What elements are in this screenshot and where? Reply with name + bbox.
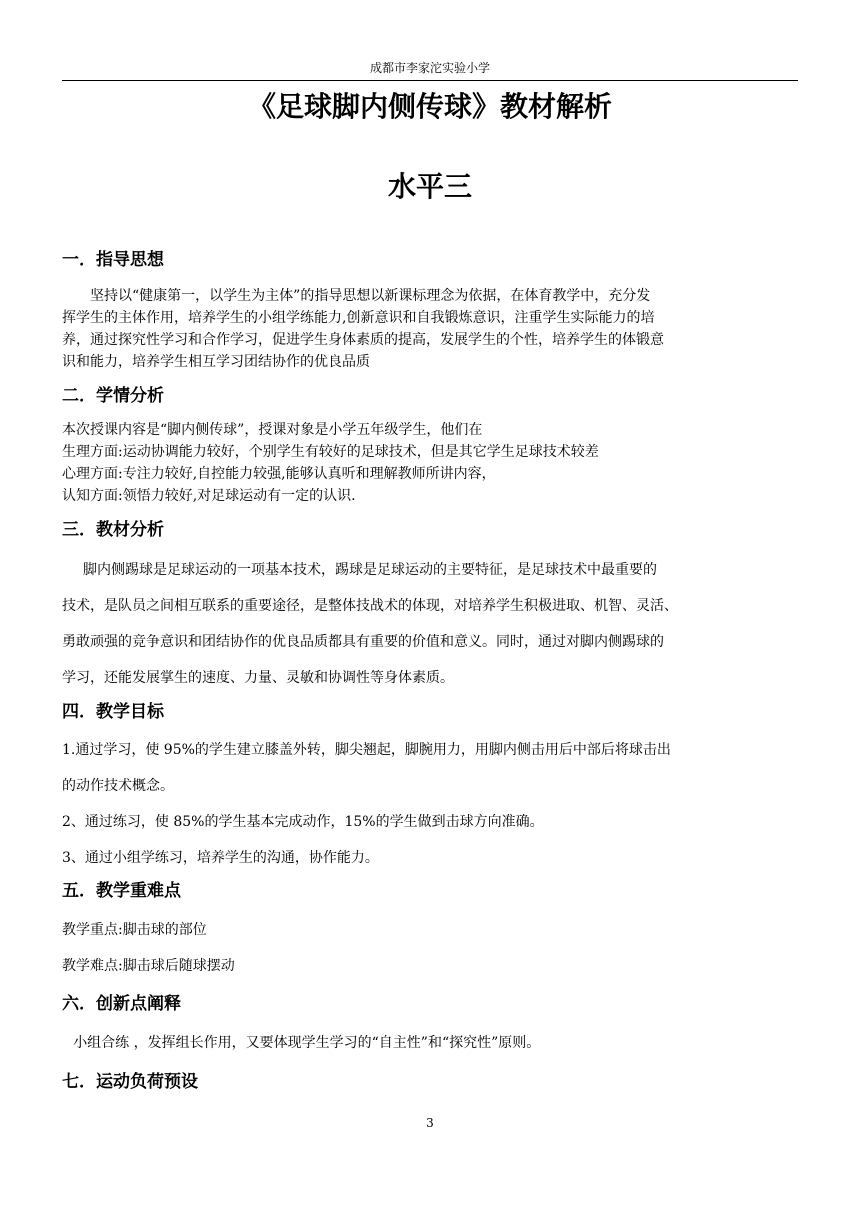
body-line: 教学难点:脚击球后随球摆动 bbox=[62, 958, 235, 974]
body-line: 认知方面:领悟力较好,对足球运动有一定的认识. bbox=[62, 488, 356, 504]
body-line: 本次授课内容是“脚内侧传球”，授课对象是小学五年级学生，他们在 bbox=[62, 422, 483, 438]
page-header: 成都市李家沱实验小学 bbox=[369, 61, 490, 75]
section-body-guiding-thought bbox=[62, 285, 798, 373]
body-line: 的动作技术概念。 bbox=[62, 778, 174, 794]
body-line: 3、通过小组学练习，培养学生的沟通，协作能力。 bbox=[62, 850, 379, 866]
page-number: 3 bbox=[426, 1116, 434, 1130]
section-heading-key-points: 五．教学重难点 bbox=[62, 881, 181, 901]
body-line: 心理方面:专注力较好,自控能力较强,能够认真听和理解教师所讲内容， bbox=[62, 466, 496, 482]
body-line: 技术，是队员之间相互联系的重要途径，是整体技战术的体现，对培养学生积极进取、机智、灵活、 bbox=[62, 598, 678, 614]
body-line: 小组合练 ，发挥组长作用，又要体现学生学习的“自主性”和“探究性”原则。 bbox=[73, 1035, 541, 1051]
body-line: 脚内侧踢球是足球运动的一项基本技术，踢球是足球运动的主要特征，是足球技术中最重要的 bbox=[83, 562, 657, 578]
body-line: 学习，还能发展掌生的速度、力量、灵敏和协调性等身体素质。 bbox=[62, 670, 454, 686]
section-body-student-analysis bbox=[62, 419, 798, 507]
header-divider bbox=[62, 80, 798, 81]
section-body-innovation bbox=[62, 1025, 798, 1061]
body-line: 养，通过探究性学习和合作学习，促进学生身体素质的提高，发展学生的个性，培养学生的体锻意 bbox=[62, 332, 664, 348]
body-line: 2、通过练习，使 85%的学生基本完成动作，15%的学生做到击球方向准确。 bbox=[62, 814, 544, 830]
section-body-teaching-goals bbox=[62, 732, 798, 876]
section-heading-teaching-goals: 四．教学目标 bbox=[62, 702, 164, 722]
section-body-key-points bbox=[62, 912, 798, 984]
body-line: 生理方面:运动协调能力较好，个别学生有较好的足球技术，但是其它学生足球技术较差 bbox=[62, 444, 599, 460]
section-heading-guiding-thought: 一．指导思想 bbox=[62, 250, 164, 270]
body-line: 1.通过学习，使 95%的学生建立膝盖外转，脚尖翘起，脚腕用力，用脚内侧击用后中部后将球击出 bbox=[62, 742, 671, 758]
body-line: 勇敢顽强的竞争意识和团结协作的优良品质都具有重要的价值和意义。同时，通过对脚内侧踢球的 bbox=[62, 634, 664, 650]
section-heading-innovation: 六．创新点阐释 bbox=[62, 994, 181, 1014]
section-heading-exercise-load: 七．运动负荷预设 bbox=[62, 1072, 198, 1092]
document-title: 《足球脚内侧传球》教材解析 bbox=[247, 90, 612, 123]
section-heading-student-analysis: 二．学情分析 bbox=[62, 386, 164, 406]
body-line: 挥学生的主体作用，培养学生的小组学练能力,创新意识和自我锻炼意识，注重学生实际能力的培 bbox=[62, 310, 655, 326]
body-line: 教学重点:脚击球的部位 bbox=[62, 922, 207, 938]
body-line: 识和能力，培养学生相互学习团结协作的优良品质 bbox=[62, 354, 370, 370]
section-heading-material-analysis: 三．教材分析 bbox=[62, 520, 164, 540]
body-line: 坚持以“健康第一，以学生为主体”的指导思想以新课标理念为依据，在体育教学中，充分发 bbox=[90, 288, 651, 304]
document-subtitle: 水平三 bbox=[387, 170, 472, 203]
section-body-material-analysis bbox=[62, 552, 798, 696]
